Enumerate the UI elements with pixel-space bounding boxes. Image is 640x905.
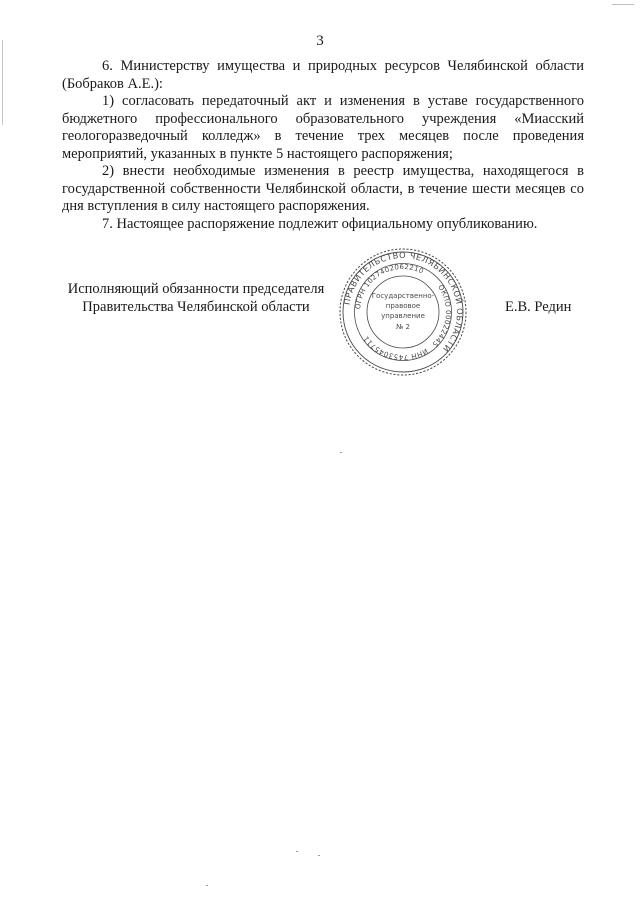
page-number: 3 <box>316 33 324 49</box>
seal-ogrn-text: ОГРН 1027402062210 <box>354 262 425 310</box>
seal-center-text <box>372 292 435 331</box>
margin-scan-line <box>2 40 3 125</box>
corner-scan-mark <box>612 4 634 5</box>
svg-text:Государственно-: Государственно- <box>371 292 435 300</box>
signatory-position <box>60 281 332 316</box>
paragraph-item-7: 7. Настоящее распоряжение подлежит официальному опубликованию. <box>102 215 538 232</box>
seal-okpo-text: ОКПО 00022445 <box>430 283 453 349</box>
scan-speck <box>206 885 208 886</box>
signatory-name: Е.В. Редин <box>505 299 572 315</box>
seal-outer-text: ПРАВИТЕЛЬСТВО ЧЕЛЯБИНСКОЙ ОБЛАСТИ <box>341 249 466 355</box>
svg-text:управление: управление <box>381 312 425 320</box>
svg-text:№ 2: № 2 <box>396 323 410 331</box>
paragraph-item-6: 6. Министерству имущества и природных ресурсов Челябинской области (Бобраков А.Е.): <box>62 58 584 92</box>
document-body <box>62 58 584 233</box>
scan-speck <box>340 452 342 453</box>
signatory-position-line2: Правительства Челябинской области <box>82 298 310 315</box>
official-seal <box>337 246 469 378</box>
svg-text:правовое: правовое <box>385 302 421 310</box>
signatory-position-line1: Исполняющий обязанности председателя <box>67 281 325 297</box>
seal-inn-text: ИНН 7453045711 <box>362 334 429 362</box>
scan-speck <box>318 855 320 856</box>
paragraph-subitem-2: 2) внести необходимые изменения в реестр имущества, находящегося в государственной собственности Челябинской области, в течение шести месяцев со дня вступления в силу настоящего распоряжения. <box>62 163 584 214</box>
scan-speck <box>296 851 298 852</box>
paragraph-subitem-1: 1) согласовать передаточный акт и изменения в уставе государственного бюджетного профессионального образовательного учреждения «Миасский геологоразведочный колледж» в течение трех месяцев после проведения мероприятий, указанных в пункте 5 настоящего распоряжения; <box>62 93 584 162</box>
